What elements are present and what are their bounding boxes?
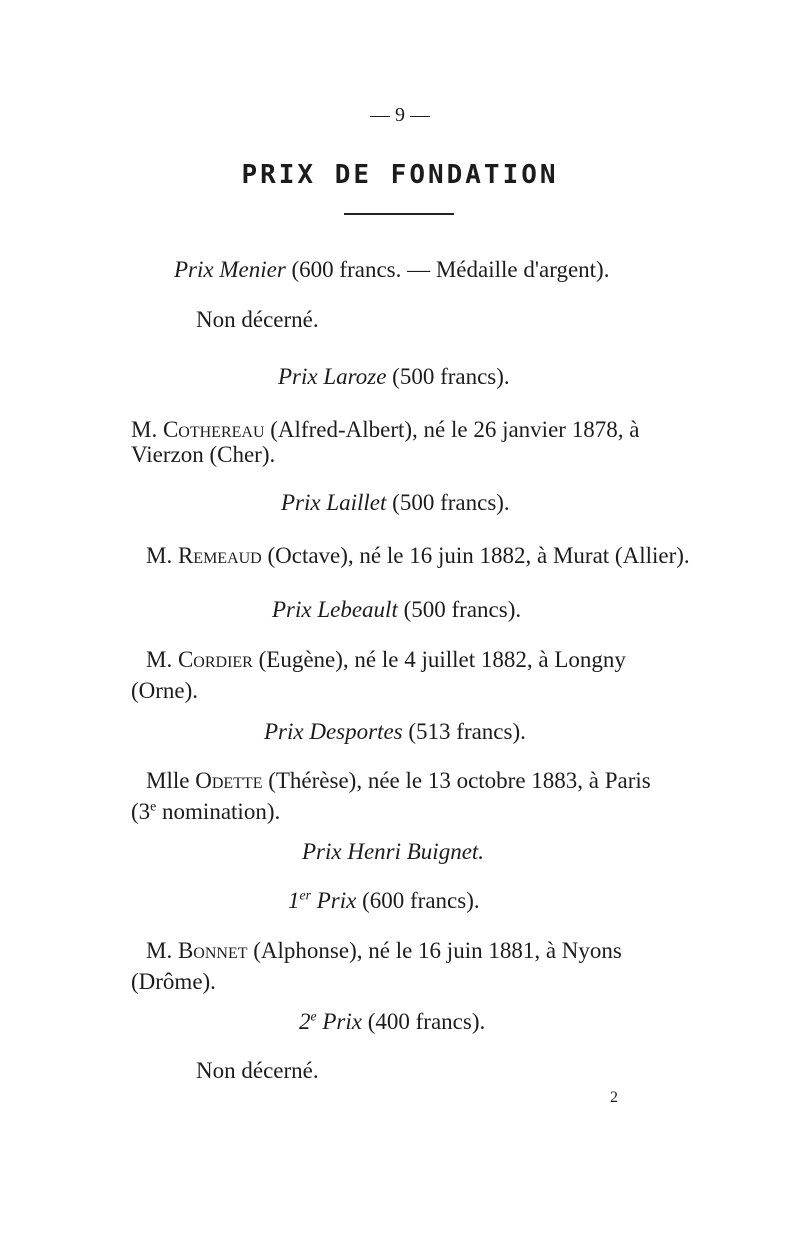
- prize-rank: [299, 1009, 317, 1034]
- rank-number: 2: [299, 1009, 311, 1034]
- prize-name: Prix Laroze: [278, 364, 387, 389]
- laureate-surname: Remeaud: [177, 543, 262, 568]
- prize-rank: [288, 888, 311, 913]
- prize-detail: (600 francs. — Médaille d'argent).: [291, 257, 610, 282]
- prize-buignet-second-heading: [299, 1007, 485, 1037]
- laureate-details: (Thérèse), née le 13 octobre 1883, à Paris: [268, 768, 651, 793]
- laureate-details: (Eugène), né le 4 juillet 1882, à Longny: [258, 647, 626, 672]
- laureate-title: M.: [146, 543, 173, 568]
- nomination-suffix: nomination).: [156, 799, 281, 824]
- prize-buignet-heading: Prix Henri Buignet.: [302, 839, 485, 864]
- rank-superscript: er: [299, 887, 311, 903]
- laureate-details: (Octave), né le 16 juin 1882, à Murat (Allier).: [267, 543, 690, 568]
- prize-laillet-heading: [281, 488, 510, 518]
- laureate-laillet: [146, 541, 690, 571]
- prize-name: Prix Desportes: [264, 719, 403, 744]
- prize-buignet-first-heading: [288, 886, 480, 916]
- signature-mark: 2: [610, 1089, 618, 1106]
- laureate-surname: Odette: [195, 768, 263, 793]
- laureate-surname: Cothereau: [162, 417, 265, 442]
- laureate-title: M.: [146, 647, 173, 672]
- rank-superscript: e: [310, 1008, 317, 1024]
- laureate-desportes-continued: [131, 797, 280, 827]
- laureate-lebeault-continued: (Orne).: [131, 678, 199, 703]
- laureate-laroze-continued: Vierzon (Cher).: [131, 442, 276, 467]
- prize-laroze-heading: [278, 362, 510, 392]
- laureate-title: M.: [131, 417, 158, 442]
- laureate-title: Mlle: [146, 768, 190, 793]
- prize-lebeault-heading: [272, 595, 521, 625]
- prize-detail: (513 francs).: [408, 719, 526, 744]
- prize-detail: (500 francs).: [392, 490, 510, 515]
- laureate-buignet-continued: (Drôme).: [131, 969, 216, 994]
- laureate-details: (Alphonse), né le 16 juin 1881, à Nyons: [253, 938, 622, 963]
- prize-buignet-second-result: Non décerné.: [196, 1058, 319, 1083]
- laureate-desportes: [146, 766, 651, 796]
- prize-desportes-heading: [264, 717, 526, 747]
- prize-detail: (500 francs).: [392, 364, 510, 389]
- laureate-surname: Bonnet: [177, 938, 248, 963]
- nomination-prefix: (3: [131, 799, 151, 824]
- prize-name: Prix Lebeault: [272, 597, 398, 622]
- nomination-superscript: e: [150, 798, 157, 814]
- laureate-lebeault: [146, 645, 626, 675]
- page-number: — 9 —: [370, 104, 430, 126]
- prize-detail: (600 francs).: [362, 888, 480, 913]
- laureate-title: M.: [146, 938, 173, 963]
- page-heading: PRIX DE FONDATION: [241, 160, 559, 190]
- heading-rule: [344, 213, 454, 215]
- prize-name: Prix: [322, 1009, 362, 1034]
- laureate-details: (Alfred-Albert), né le 26 janvier 1878, à: [270, 417, 640, 442]
- prize-detail: (400 francs).: [367, 1009, 486, 1034]
- prize-name: Prix: [316, 888, 357, 913]
- prize-name: Prix Menier: [174, 257, 286, 282]
- laureate-surname: Cordier: [177, 647, 253, 672]
- prize-menier-heading: [174, 255, 609, 285]
- rank-number: 1: [288, 888, 300, 913]
- prize-name: Prix Laillet: [281, 490, 387, 515]
- prize-detail: (500 francs).: [403, 597, 522, 622]
- laureate-buignet: [146, 936, 622, 966]
- prize-menier-result: Non décerné.: [196, 307, 319, 332]
